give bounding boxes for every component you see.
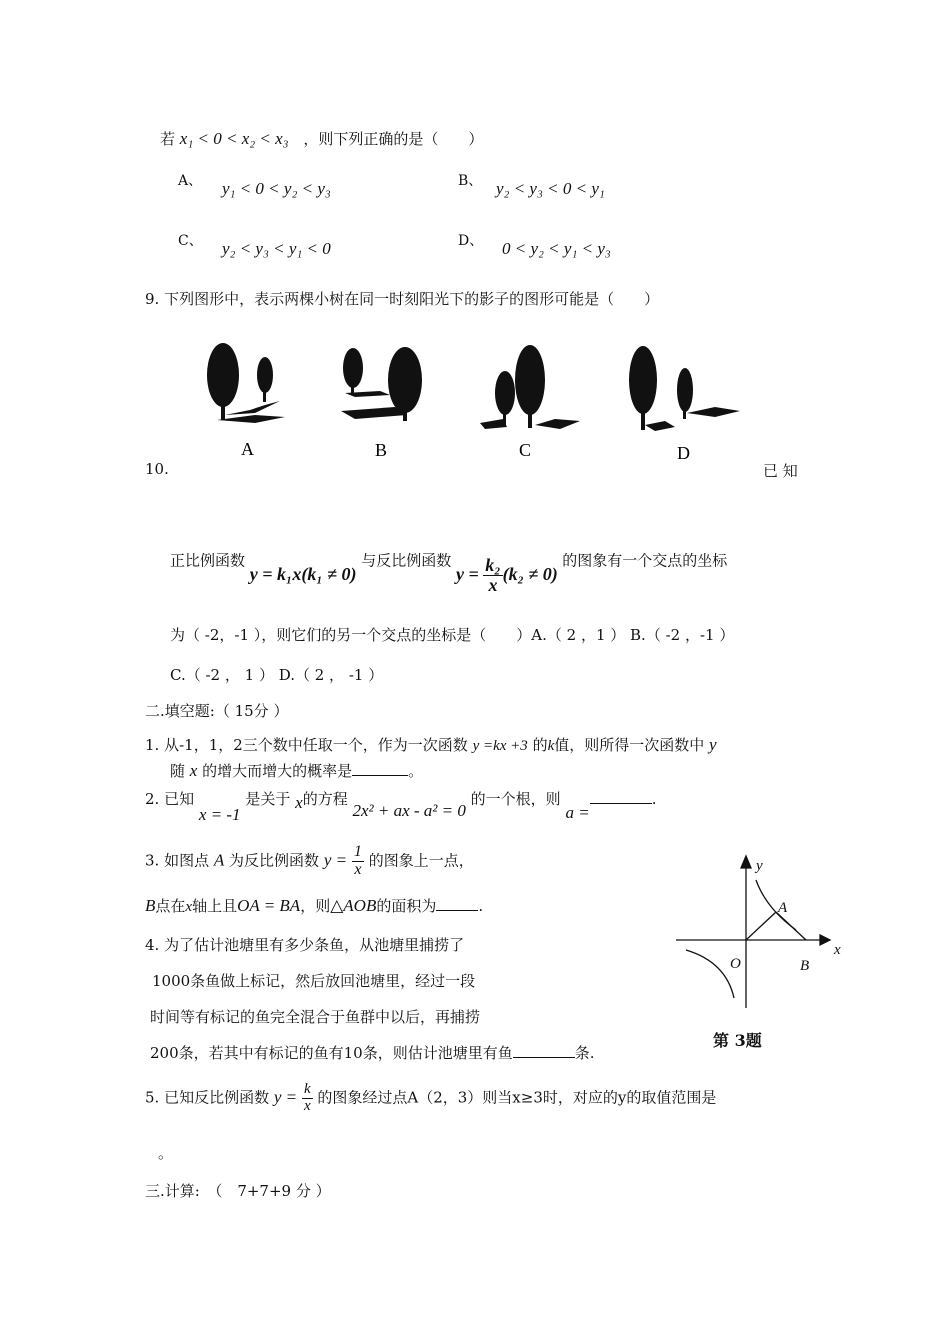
fill-q2-a-var: a = bbox=[565, 803, 590, 822]
fill-q5-num: k bbox=[303, 1081, 311, 1097]
fill-q3-num: 1 bbox=[353, 843, 362, 860]
q8-option-b: y₂ < y₃ < 0 < y₁ bbox=[496, 179, 605, 198]
figure-d bbox=[629, 346, 740, 431]
q10-tail: 已 知 bbox=[763, 462, 798, 480]
fill-q5-text-b: 的图象经过点A（2，3）则当x≥3时，对应的y的取值范围是 bbox=[317, 1088, 717, 1107]
fill-q1-answer-blank[interactable] bbox=[352, 775, 408, 776]
fill-q3-den: x bbox=[354, 860, 362, 878]
q10-number: 10. bbox=[145, 460, 169, 478]
fill-q3-line2 bbox=[145, 895, 483, 916]
fill-q1-line2-b: 的增大而增大的概率是 bbox=[202, 762, 353, 780]
fill-q3-text-e: 轴上且 bbox=[192, 897, 238, 915]
fill-q2-end: . bbox=[651, 790, 657, 808]
fill-q4-line4-a: 200条，若其中有标记的鱼有10条，则估计池塘里有鱼 bbox=[150, 1044, 513, 1062]
q8-option-c-label: C、 bbox=[178, 233, 203, 249]
fill-q4-line4-b: 条. bbox=[574, 1044, 595, 1062]
fill-q1-line2 bbox=[170, 760, 423, 781]
figure-label-c: C bbox=[519, 440, 532, 460]
fill-q5-text-a: 5. 已知反比例函数 bbox=[145, 1088, 270, 1107]
segment-ab bbox=[776, 912, 806, 940]
fill-q3-point-a: A bbox=[213, 850, 225, 870]
q8-stem bbox=[160, 128, 483, 149]
figure-b bbox=[341, 347, 422, 421]
fill-q3-y: y = bbox=[323, 850, 348, 870]
fill-q5-den: x bbox=[303, 1097, 311, 1114]
q10-eq2 bbox=[456, 555, 562, 595]
fill-q4-line3: 时间等有标记的鱼完全混合于鱼群中以后，再捕捞 bbox=[150, 1008, 481, 1026]
figure-label-a: A bbox=[241, 439, 254, 459]
fill-q1-y: y bbox=[709, 735, 717, 754]
hyperbola-branch-1 bbox=[756, 880, 796, 930]
figure-label-d: D bbox=[677, 443, 690, 463]
tree-shadow-figure bbox=[195, 335, 755, 465]
y-axis-arrow bbox=[741, 856, 751, 868]
fill-q2-eq2: 2x² + ax - a² = 0 bbox=[352, 801, 466, 820]
q10-line2: 为（ -2，-1 ），则它们的另一个交点的坐标是（ ）A.（ 2 ，1 ） B.（ -2 ，-1 ） bbox=[170, 626, 735, 644]
fill-q2-answer-blank[interactable] bbox=[590, 803, 652, 804]
q8-option-d-label: D、 bbox=[458, 233, 484, 249]
q10-eq2-fraction bbox=[483, 556, 502, 595]
q8-option-a: y₁ < 0 < y₂ < y₃ bbox=[222, 179, 331, 198]
figure-c bbox=[480, 345, 580, 429]
fill-q2-text-b: 是关于 bbox=[245, 790, 291, 808]
fill-q4-answer-blank[interactable] bbox=[513, 1057, 575, 1058]
q10-text2: 与反比例函数 bbox=[361, 551, 452, 570]
q10-eq2-num: k₂ bbox=[485, 555, 501, 575]
fill-q1-x: x bbox=[189, 761, 198, 780]
fill-q3-x: x bbox=[185, 899, 193, 915]
fill-q3-text-g: 的面积为 bbox=[376, 897, 437, 915]
fill-q2-eq1: x = -1 bbox=[198, 805, 241, 824]
q10-text3: 的图象有一个交点的坐标 bbox=[562, 551, 728, 570]
q10-eq2-den: x bbox=[488, 574, 498, 595]
fill-q1-text-a: 1. 从-1，1，2三个数中任取一个，作为一次函数 bbox=[145, 736, 468, 754]
fig3-label-o: O bbox=[730, 956, 741, 972]
figure-a bbox=[207, 343, 285, 423]
q10-text1: 正比例函数 bbox=[170, 551, 246, 570]
fill-q1-text-b: 的 bbox=[532, 736, 548, 754]
fill-q3-text-b: 为反比例函数 bbox=[229, 851, 320, 870]
fill-q1-end: 。 bbox=[408, 762, 424, 780]
fill-q1-text-c: 值，则所得一次函数中 bbox=[554, 736, 705, 754]
fill-q5-y: y = bbox=[273, 1087, 298, 1107]
q10-eq2-lhs: y = bbox=[456, 563, 479, 584]
q8-option-a-label: A、 bbox=[178, 173, 203, 189]
q8-stem-suffix: ，则下列正确的是（ ） bbox=[303, 130, 484, 148]
fill-q3-line1 bbox=[145, 844, 474, 879]
q8-option-d: 0 < y₂ < y₁ < y₃ bbox=[502, 239, 611, 258]
fill-q3-triangle: △AOB bbox=[330, 896, 377, 915]
fill-q3-eq: OA = BA bbox=[237, 896, 301, 915]
fill-q3-text-d: 点在 bbox=[155, 897, 186, 915]
q8-stem-prefix: 若 bbox=[160, 130, 176, 148]
hyperbola-branch-2 bbox=[686, 950, 734, 998]
section3-heading: 三.计算: （ 7+7+9 分 ） bbox=[145, 1182, 331, 1200]
x-axis-arrow bbox=[820, 935, 830, 945]
fig3-label-x: x bbox=[834, 942, 841, 958]
fill-q2-x: x bbox=[295, 793, 303, 812]
fill-q5-end: 。 bbox=[158, 1144, 174, 1162]
fill-q2-text-d: 的一个根，则 bbox=[470, 790, 561, 808]
q8-condition: x₁ < 0 < x₂ < x₃ bbox=[179, 129, 289, 148]
q10-eq2-rest: (k₂ ≠ 0) bbox=[502, 563, 558, 584]
figure-3-caption: 第 3题 bbox=[713, 1031, 762, 1050]
figure-3-graph bbox=[668, 850, 848, 1020]
fig3-label-a: A bbox=[778, 900, 788, 916]
fill-q3-text-f: ，则 bbox=[300, 897, 331, 915]
q10-line1 bbox=[170, 542, 728, 595]
section2-heading: 二.填空题:（ 15分 ） bbox=[145, 702, 289, 720]
q8-option-c: y₂ < y₃ < y₁ < 0 bbox=[222, 239, 331, 258]
q10-line3: C.（ -2 ， 1 ） D.（ 2 ， -1 ） bbox=[170, 666, 384, 684]
q10-eq1: y = k₁x(k₁ ≠ 0) bbox=[249, 563, 357, 584]
fill-q5-fraction bbox=[302, 1082, 313, 1115]
fill-q3-answer-blank[interactable] bbox=[436, 910, 478, 911]
fill-q5 bbox=[145, 1082, 716, 1115]
fill-q1-k: k bbox=[547, 738, 555, 754]
segment-oa bbox=[746, 912, 776, 940]
fill-q4-line4 bbox=[150, 1042, 595, 1063]
q8-option-b-label: B、 bbox=[458, 173, 483, 189]
fill-q3-fraction bbox=[352, 844, 364, 879]
fill-q3-text-a: 3. 如图点 bbox=[145, 851, 210, 870]
fill-q4-line2: 1000条鱼做上标记，然后放回池塘里，经过一段 bbox=[152, 972, 476, 990]
fill-q1-line2-a: 随 bbox=[170, 762, 186, 780]
fill-q2-text-a: 2. 已知 bbox=[145, 790, 195, 808]
fill-q3-point-b: B bbox=[145, 896, 156, 915]
fill-q2 bbox=[145, 788, 657, 824]
fill-q4-line1: 4. 为了估计池塘里有多少条鱼，从池塘里捕捞了 bbox=[145, 936, 465, 954]
fig3-label-y: y bbox=[756, 858, 763, 874]
fill-q3-text-c: 的图象上一点， bbox=[368, 851, 474, 870]
figure-label-b: B bbox=[375, 440, 388, 460]
fill-q1-line1 bbox=[145, 734, 717, 755]
fill-q2-text-c: 的方程 bbox=[302, 790, 348, 808]
fill-q1-eq: y =kx +3 bbox=[472, 738, 528, 754]
fig3-label-b: B bbox=[800, 958, 810, 974]
fill-q3-end: . bbox=[478, 897, 484, 915]
q9-text: 9. 下列图形中，表示两棵小树在同一时刻阳光下的影子的图形可能是（ ） bbox=[145, 290, 660, 308]
